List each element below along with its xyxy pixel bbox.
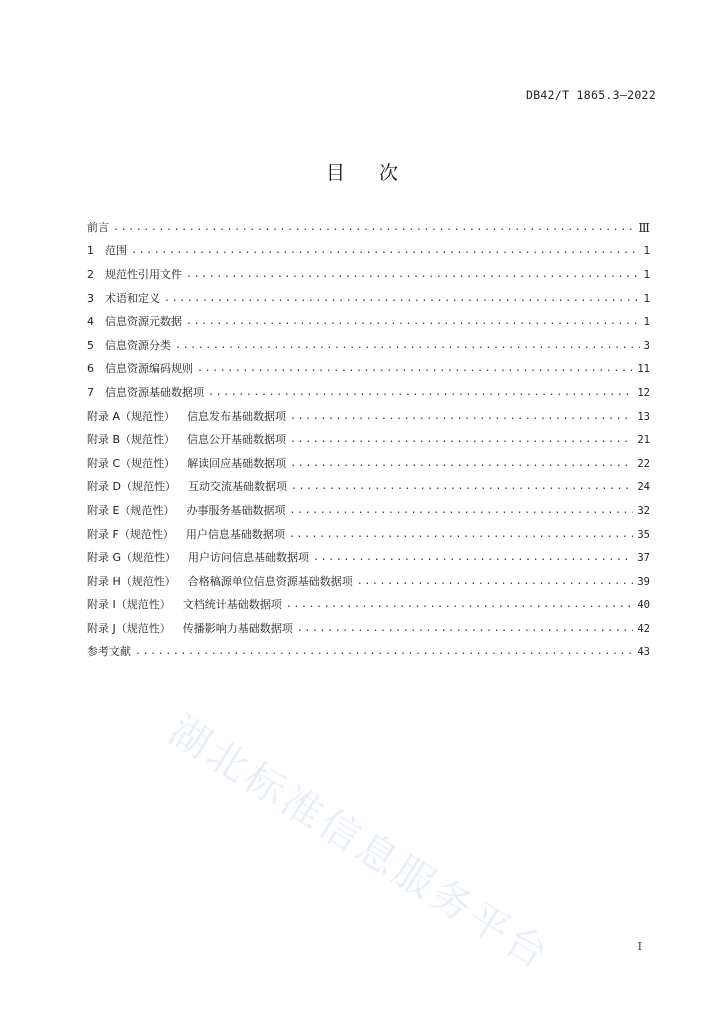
toc-page-number: 1	[643, 268, 650, 281]
toc-appendix-prefix: 附录 G（规范性）	[87, 551, 177, 565]
toc-appendix-prefix: 附录 J（规范性）	[87, 621, 171, 635]
toc-number: 2	[87, 267, 94, 281]
toc-page-number: 12	[637, 386, 650, 399]
footer-page-number: I	[637, 940, 642, 953]
toc-entry-1[interactable]	[87, 240, 650, 264]
toc-entry-references[interactable]	[87, 641, 650, 665]
toc-page-number: 13	[637, 410, 650, 423]
toc-page-number: 21	[637, 434, 650, 447]
toc-label: 合格稿源单位信息资源基础数据项	[187, 574, 353, 588]
toc-entry-2[interactable]	[87, 263, 650, 287]
toc-entry-appendix-b[interactable]	[87, 428, 650, 452]
page-title: 目次	[325, 162, 432, 184]
toc-leader-dots	[197, 362, 633, 376]
toc-number: 3	[87, 291, 94, 305]
toc-label: 信息资源基础数据项	[105, 385, 204, 399]
toc-page-number: 35	[637, 528, 650, 541]
toc-entry-6[interactable]	[87, 358, 650, 382]
toc-leader-dots	[291, 480, 633, 494]
toc-number: 6	[87, 362, 94, 376]
toc-label: 信息发布基础数据项	[187, 409, 287, 423]
toc-leader-dots	[290, 433, 633, 447]
toc-page-number: 24	[637, 481, 650, 494]
toc-number: 4	[87, 315, 94, 329]
toc-label: 传播影响力基础数据项	[182, 621, 293, 635]
toc-leader-dots	[289, 504, 633, 518]
toc-page-number: 3	[643, 339, 650, 352]
toc-appendix-prefix: 附录 B（规范性）	[87, 433, 176, 447]
toc-label: 信息资源分类	[105, 338, 171, 352]
toc-page-number: 42	[637, 622, 650, 635]
toc-appendix-prefix: 附录 D（规范性）	[87, 480, 176, 494]
toc-appendix-prefix: 附录 H（规范性）	[87, 574, 176, 588]
toc-page-number: 11	[637, 363, 650, 376]
toc-entry-appendix-f[interactable]	[87, 523, 650, 547]
toc-page-number: 22	[637, 457, 650, 470]
toc-number: 1	[87, 244, 94, 258]
toc-leader-dots	[113, 221, 634, 235]
toc-leader-dots	[357, 575, 634, 589]
toc-leader-dots	[164, 292, 640, 306]
toc-label: 术语和定义	[105, 291, 160, 305]
toc-leader-dots	[135, 645, 633, 659]
toc-label: 参考文献	[87, 645, 131, 659]
toc-entry-appendix-g[interactable]	[87, 546, 650, 570]
toc-leader-dots	[313, 551, 633, 565]
toc-entry-appendix-a[interactable]	[87, 405, 650, 429]
toc-appendix-prefix: 附录 A（规范性）	[87, 409, 176, 423]
toc-label: 用户访问信息基础数据项	[188, 551, 310, 565]
toc-leader-dots	[131, 244, 640, 258]
toc-page-number: 1	[643, 245, 650, 258]
toc-label: 信息资源编码规则	[105, 362, 193, 376]
toc-leader-dots	[208, 386, 633, 400]
toc-page-number: 32	[637, 504, 650, 517]
toc-leader-dots	[175, 339, 640, 353]
toc-appendix-prefix: 附录 I（规范性）	[87, 598, 171, 612]
toc-page-number: 40	[637, 599, 650, 612]
toc-label: 信息公开基础数据项	[187, 433, 287, 447]
toc-leader-dots	[290, 410, 633, 424]
toc-label: 文档统计基础数据项	[182, 598, 282, 612]
toc-appendix-prefix: 附录 E（规范性）	[87, 503, 175, 517]
toc-entry-4[interactable]	[87, 310, 650, 334]
toc-label: 解读回应基础数据项	[187, 456, 287, 470]
toc-label: 规范性引用文件	[105, 267, 182, 281]
toc-leader-dots	[286, 598, 634, 612]
toc-page-number: 1	[643, 292, 650, 305]
toc-leader-dots	[297, 622, 634, 636]
toc-entry-5[interactable]	[87, 334, 650, 358]
toc-entry-appendix-i[interactable]	[87, 594, 650, 618]
watermark-text: 湖北标准信息服务平台	[160, 707, 559, 980]
table-of-contents	[87, 216, 650, 664]
toc-entry-appendix-e[interactable]	[87, 499, 650, 523]
toc-entry-appendix-c[interactable]	[87, 452, 650, 476]
toc-label: 用户信息基础数据项	[185, 527, 285, 541]
toc-entry-appendix-j[interactable]	[87, 617, 650, 641]
toc-page-number: 37	[637, 552, 650, 565]
toc-label: 互动交流基础数据项	[187, 480, 287, 494]
toc-leader-dots	[290, 457, 633, 471]
toc-leader-dots	[186, 268, 640, 282]
toc-appendix-prefix: 附录 C（规范性）	[87, 456, 176, 470]
toc-entry-appendix-d[interactable]	[87, 476, 650, 500]
toc-number: 5	[87, 338, 94, 352]
toc-label: 前言	[87, 220, 109, 234]
toc-leader-dots	[289, 528, 634, 542]
toc-page-number: Ⅲ	[638, 220, 650, 235]
toc-page-number: 43	[637, 646, 650, 659]
toc-label: 信息资源元数据	[105, 315, 182, 329]
toc-label: 范围	[105, 244, 127, 258]
toc-entry-7[interactable]	[87, 381, 650, 405]
standard-code: DB42/T 1865.3—2022	[525, 88, 656, 102]
toc-entry-3[interactable]	[87, 287, 650, 311]
toc-page-number: 1	[643, 316, 650, 329]
toc-appendix-prefix: 附录 F（规范性）	[87, 527, 174, 541]
toc-page-number: 39	[637, 575, 650, 588]
toc-entry-foreword[interactable]	[87, 216, 650, 240]
toc-leader-dots	[186, 315, 640, 329]
toc-entry-appendix-h[interactable]	[87, 570, 650, 594]
toc-label: 办事服务基础数据项	[186, 503, 286, 517]
toc-number: 7	[87, 385, 94, 399]
